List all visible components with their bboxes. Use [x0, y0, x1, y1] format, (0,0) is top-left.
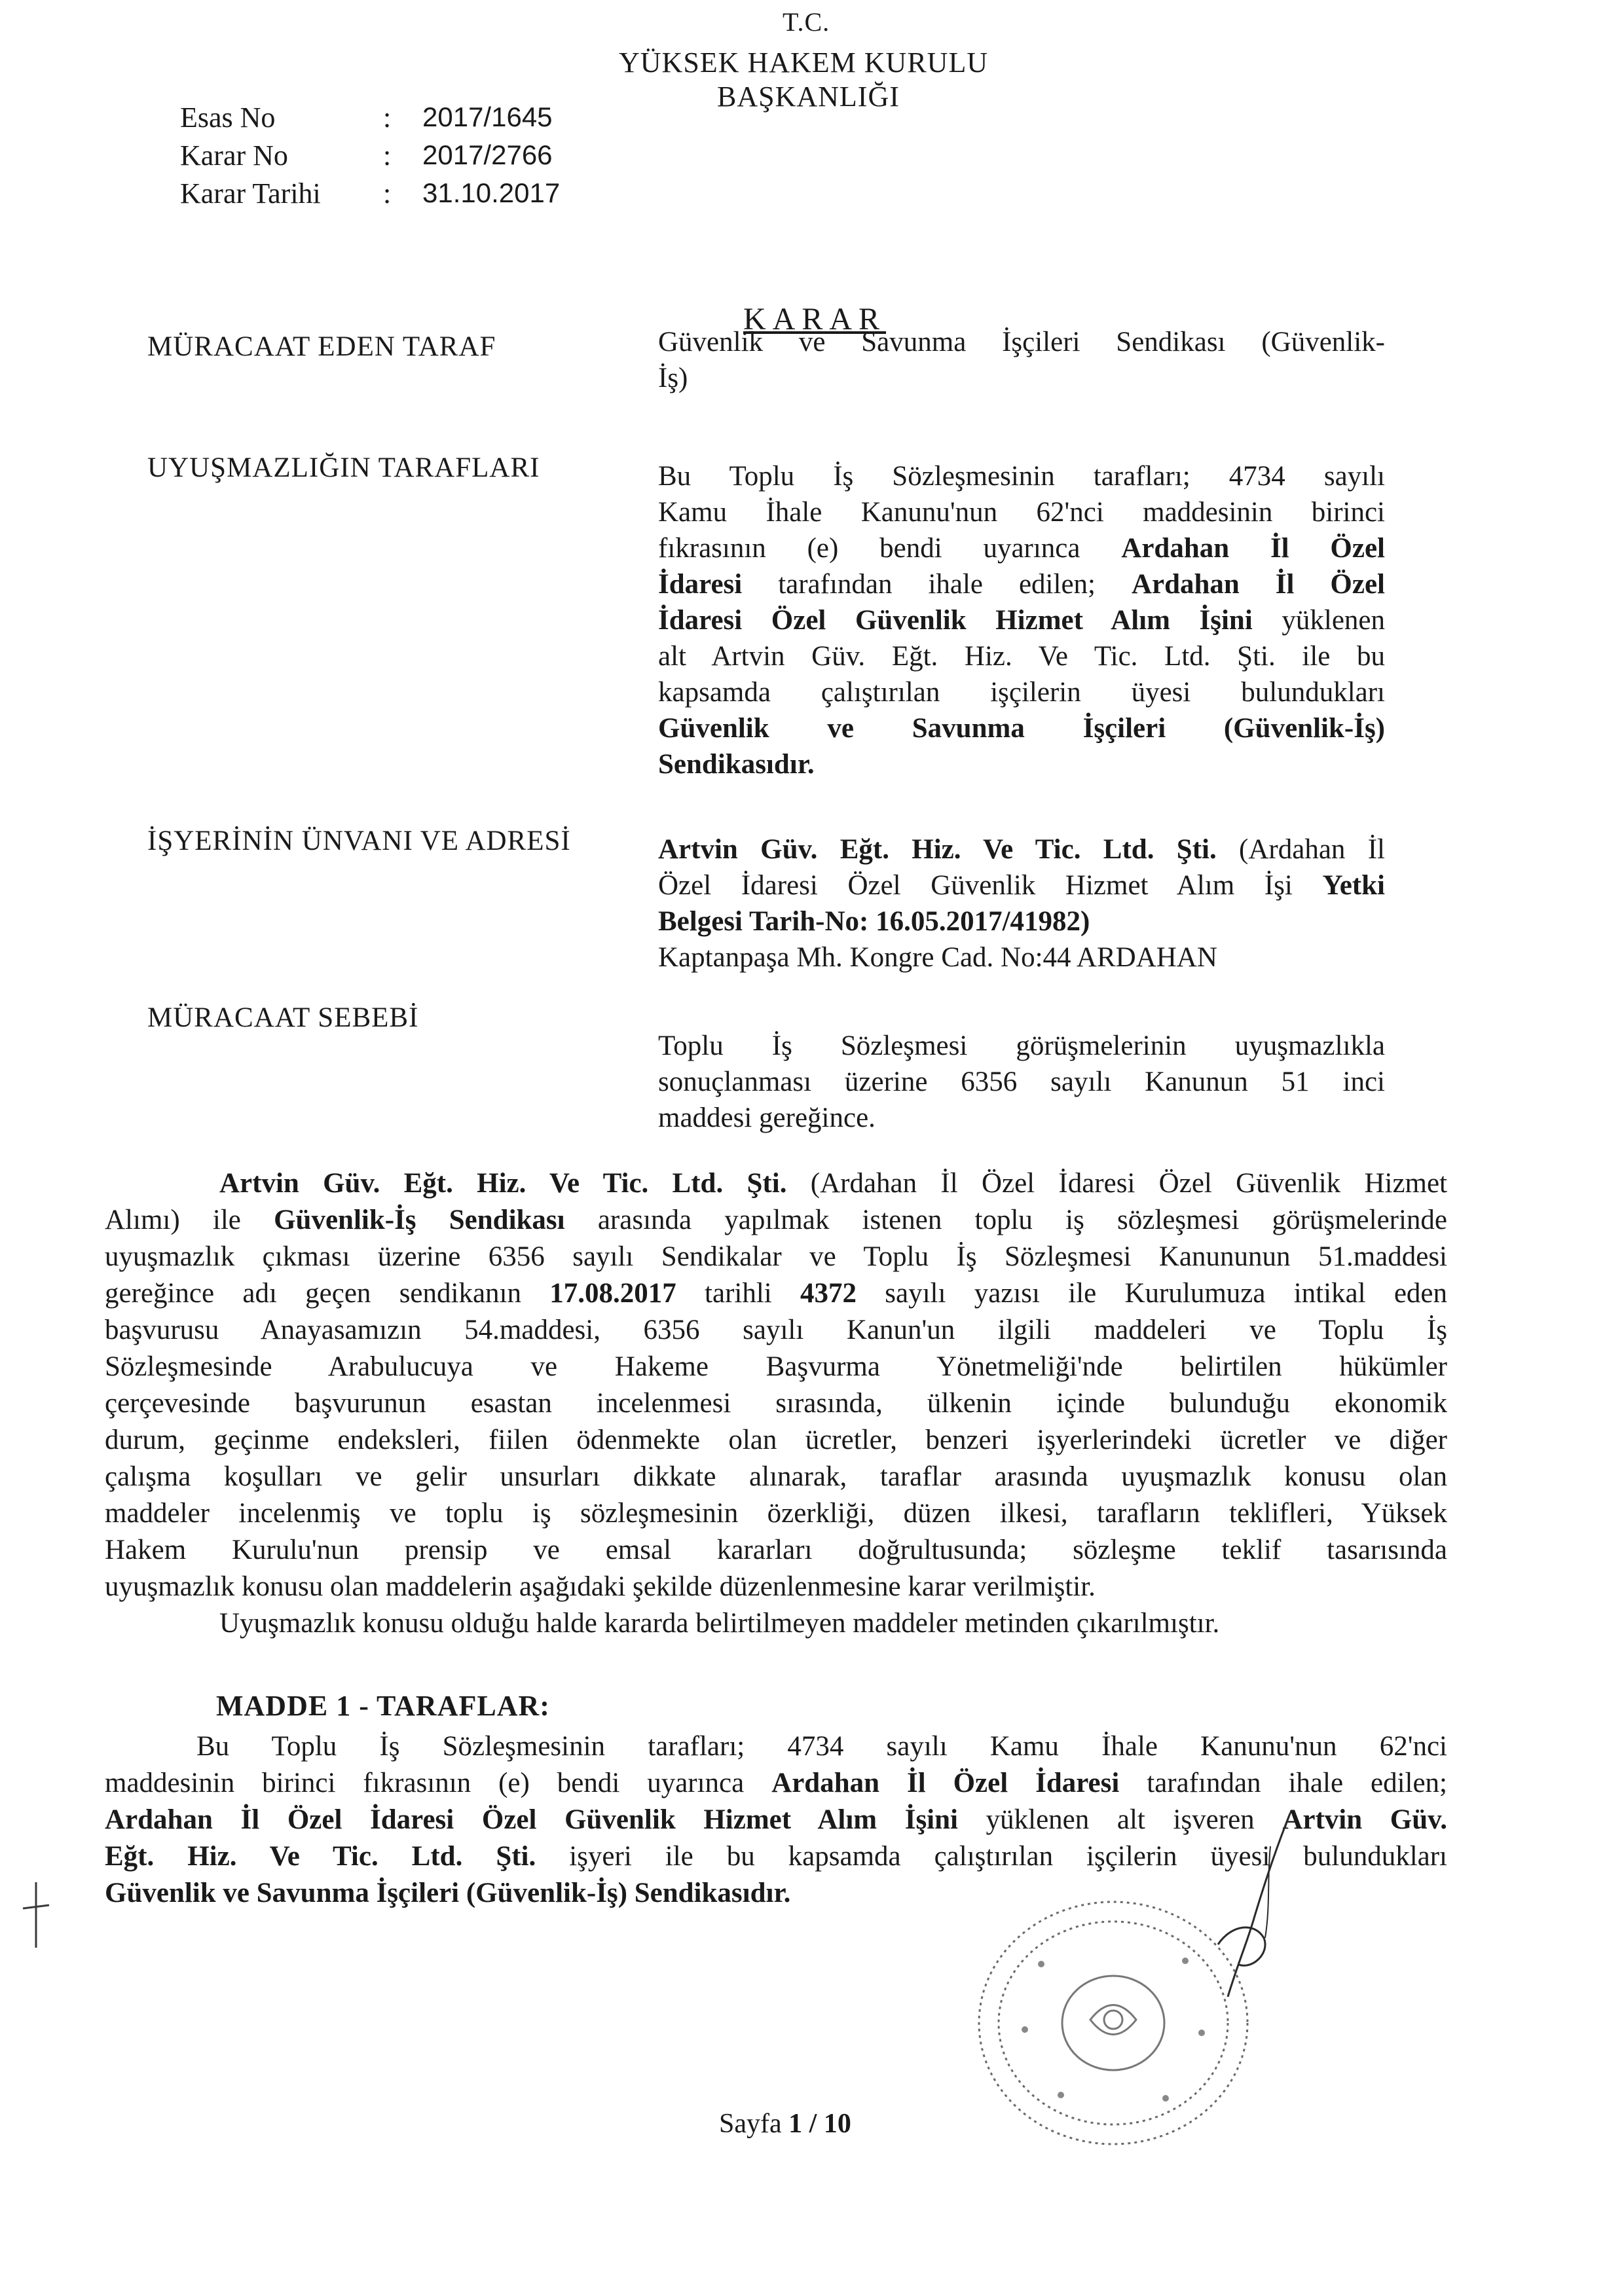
body-line [658, 566, 1385, 602]
karar-row [180, 136, 560, 174]
body-line: Hakem Kurulu'nun prensip ve emsal kararları doğrultusunda; sözleşme teklif tasarısında [105, 1535, 1447, 1565]
body-line: sonuçlanması üzerine 6356 sayılı Kanunun 51 inci [658, 1066, 1385, 1097]
body-line: Uyuşmazlık konusu olduğu halde kararda belirtilmeyen maddeler metinden çıkarılmıştır. [219, 1608, 1220, 1639]
section-label: İŞYERİNİN ÜNVANI VE ADRESİ [147, 826, 571, 856]
section-label: MÜRACAAT EDEN TARAF [147, 331, 496, 362]
bold-run: Artvin Güv. Eğt. Hiz. Ve Tic. Ltd. Şti. [658, 834, 1217, 865]
body-line: alt Artvin Güv. Eğt. Hiz. Ve Tic. Ltd. Şti. ile bu [658, 641, 1385, 672]
text-run: tarihli [705, 1278, 772, 1309]
body-line [658, 867, 1385, 903]
body-line: kapsamda çalıştırılan işçilerin üyesi bulundukları [658, 677, 1385, 708]
body-line [658, 602, 1385, 638]
section-body [658, 458, 1385, 782]
margin-mark-icon [20, 1879, 52, 1951]
page-prefix: Sayfa [719, 2109, 782, 2139]
document-title: KARAR [743, 302, 887, 337]
tarih-row [180, 174, 560, 212]
text-run: (Ardahan İl Özel İdaresi Özel Güvenlik Hizmet [810, 1168, 1448, 1199]
decision-paragraph [105, 1165, 1447, 1642]
body-line [658, 831, 1385, 867]
bold-run: 17.08.2017 [549, 1278, 676, 1309]
body-line: çerçevesinde başvurunun esastan incelenmesi sırasında, ülkenin içinde bulunduğu ekonomik [105, 1388, 1447, 1419]
body-line: Bu Toplu İş Sözleşmesinin tarafları; 4734 sayılı Kamu İhale Kanunu'nun 62'nci [196, 1731, 1447, 1762]
bold-run: Ardahan İl Özel İdaresi Özel Güvenlik Hizmet Alım İşini [105, 1804, 958, 1835]
header-institution: YÜKSEK HAKEM KURULU [619, 46, 989, 79]
body-line: Bu Toplu İş Sözleşmesinin tarafları; 4734 sayılı [658, 461, 1385, 492]
body-line: Kamu İhale Kanunu'nun 62'nci maddesinin birinci [658, 497, 1385, 528]
header-tc: T.C. [783, 7, 830, 37]
bold-run: Ardahan İl Özel [1121, 533, 1385, 564]
text-run: işyeri ile bu kapsamda çalıştırılan işçilerin üyesi bulundukları [569, 1841, 1448, 1872]
section-label: MÜRACAAT SEBEBİ [147, 1002, 419, 1033]
bold-run: Eğt. Hiz. Ve Tic. Ltd. Şti. [105, 1841, 536, 1872]
body-line: Sendikasıdır. [658, 749, 815, 780]
signature-icon [1192, 1807, 1310, 2016]
bold-run: 4372 [800, 1278, 857, 1309]
text-run: gereğince adı geçen sendikanın [105, 1278, 521, 1309]
text-run: yüklenen alt işveren [986, 1804, 1255, 1835]
body-line: Güvenlik ve Savunma İşçileri (Güvenlik-İş) Sendikasıdır. [105, 1878, 791, 1908]
text-run: maddesinin birinci fıkrasının (e) bendi uyarınca [105, 1768, 745, 1798]
bold-run: Artvin Güv. [1282, 1804, 1448, 1835]
page-separator: / [809, 2109, 817, 2139]
body-line: Toplu İş Sözleşmesi görüşmelerinin uyuşmazlıkla [658, 1030, 1385, 1061]
text-run: Özel İdaresi Özel Güvenlik Hizmet Alım İşi [658, 870, 1293, 901]
page-total: 10 [823, 2109, 851, 2139]
bold-run: Artvin Güv. Eğt. Hiz. Ve Tic. Ltd. Şti. [219, 1168, 787, 1199]
bold-run: Ardahan İl Özel İdaresi [771, 1768, 1120, 1798]
bold-run: Güvenlik-İş Sendikası [274, 1205, 565, 1235]
body-line: uyuşmazlık çıkması üzerine 6356 sayılı Sendikalar ve Toplu İş Sözleşmesi Kanununun 51.maddesi [105, 1241, 1447, 1272]
section-body [658, 324, 1385, 396]
text-run: tarafından ihale edilen; [778, 569, 1096, 600]
section-label: UYUŞMAZLIĞIN TARAFLARI [147, 452, 540, 483]
section-body [658, 1028, 1385, 1136]
body-line: maddeler incelenmiş ve toplu iş sözleşmesinin özerkliği, düzen ilkesi, tarafların teklifleri, Yüksek [105, 1498, 1447, 1529]
text-run: Alımı) ile [105, 1205, 241, 1235]
bold-run: İdaresi [658, 569, 743, 600]
text-run: fıkrasının (e) bendi uyarınca [658, 533, 1080, 564]
text-run: (Ardahan İl [1239, 834, 1385, 865]
meta-separator: : [383, 177, 392, 210]
body-line: İş) [658, 363, 688, 393]
body-line [105, 1765, 1447, 1802]
text-run: yüklenen [1282, 605, 1385, 636]
body-line [105, 1165, 1447, 1202]
tarih-label: Karar Tarihi [180, 177, 321, 210]
body-line: Kaptanpaşa Mh. Kongre Cad. No:44 ARDAHAN [658, 942, 1217, 973]
meta-separator: : [383, 101, 392, 134]
body-line: Belgesi Tarih-No: 16.05.2017/41982) [658, 906, 1090, 937]
body-line [105, 1202, 1447, 1239]
body-line: durum, geçinme endeksleri, fiilen ödenmekte olan ücretler, benzeri işyerlerindeki ücretler ve diğer [105, 1425, 1447, 1455]
body-line: maddesi gereğince. [658, 1102, 876, 1133]
meta-separator: : [383, 139, 392, 172]
text-run: arasında yapılmak istenen toplu iş sözleşmesi görüşmelerinde [597, 1205, 1448, 1235]
tarih-value: 31.10.2017 [422, 177, 561, 208]
body-line: uyuşmazlık konusu olan maddelerin aşağıdaki şekilde düzenlenmesine karar verilmiştir. [105, 1571, 1096, 1602]
karar-label: Karar No [180, 139, 288, 172]
bold-run: İdaresi Özel Güvenlik Hizmet Alım İşini [658, 605, 1253, 636]
esas-row [180, 98, 560, 136]
text-run: sayılı yazısı ile Kurulumuza intikal eden [885, 1278, 1448, 1309]
body-line: Sözleşmesinde Arabulucuya ve Hakeme Başvurma Yönetmeliği'nde belirtilen hükümler [105, 1351, 1447, 1382]
body-line: Güvenlik ve Savunma İşçileri (Güvenlik-İş) [658, 713, 1385, 744]
body-line: başvurusu Anayasamızın 54.maddesi, 6356 sayılı Kanun'un ilgili maddeleri ve Toplu İş [105, 1315, 1447, 1345]
header-department: BAŞKANLIĞI [717, 81, 900, 113]
body-line [105, 1275, 1447, 1312]
section-body [658, 831, 1385, 975]
bold-run: Ardahan İl Özel [1131, 569, 1385, 600]
body-line: çalışma koşulları ve gelir unsurları dikkate alınarak, taraflar arasında uyuşmazlık konusu olan [105, 1461, 1447, 1492]
bold-run: Yetki [1322, 870, 1385, 901]
madde-1-heading: MADDE 1 - TARAFLAR: [216, 1690, 550, 1722]
karar-value: 2017/2766 [422, 139, 553, 170]
esas-value: 2017/1645 [422, 101, 553, 132]
page-current: 1 [788, 2109, 803, 2139]
body-line [658, 530, 1385, 566]
text-run: tarafından ihale edilen; [1147, 1768, 1447, 1798]
esas-label: Esas No [180, 101, 276, 134]
page-number [719, 2108, 851, 2140]
case-meta [180, 98, 560, 212]
body-line: Güvenlik ve Savunma İşçileri Sendikası (Güvenlik- [658, 327, 1385, 357]
